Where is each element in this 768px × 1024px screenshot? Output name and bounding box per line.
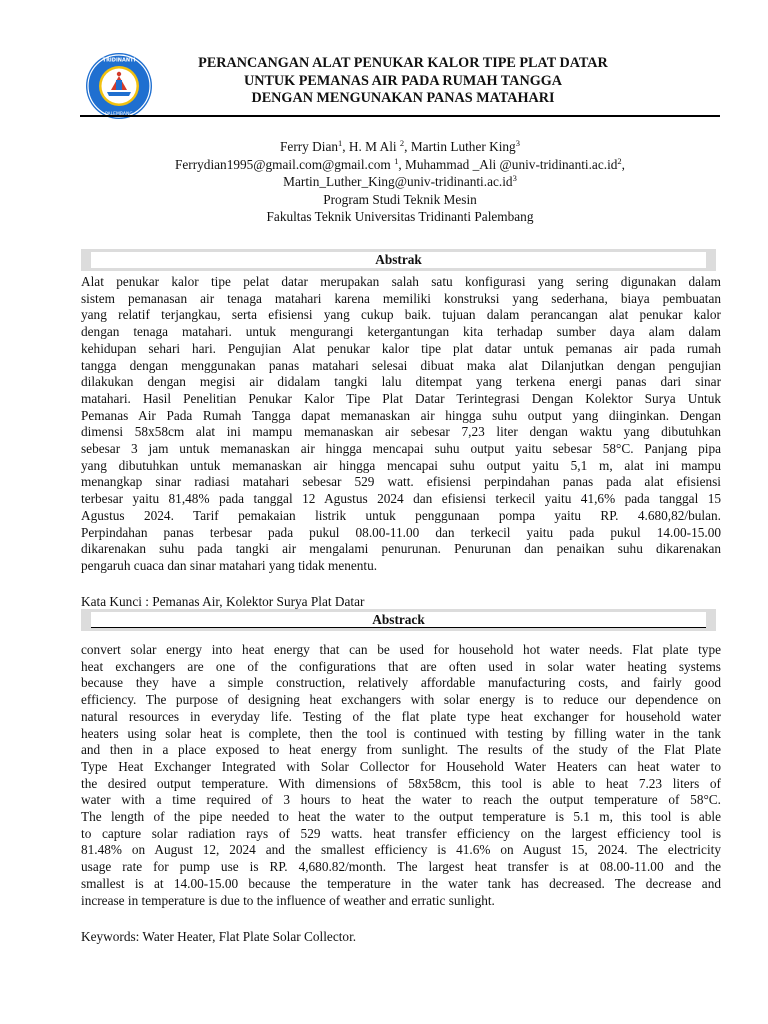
text-line: and then in a place exposed to heat energy from sunlight. The results of the study of the Flat Plate xyxy=(81,742,721,758)
keywords-id: Kata Kunci : Pemanas Air, Kolektor Surya Plat Datar xyxy=(81,594,365,609)
text-line: usage rate for pump use is RP. 4,680.82/month. The largest heat transfer is at 08.00-11.00 and the xyxy=(81,859,721,875)
text-line: water with a time required of 3 hours to heat the water to reach the output temperature of 58°C. xyxy=(81,792,721,808)
text-line: efficiency. The purpose of designing heat exchangers with solar energy is to reduce our dependence on xyxy=(81,692,721,708)
abstract-en-heading-box xyxy=(81,609,716,631)
text-line: 81.48% on August 12, 2024 and the smallest efficiency is 41.6% on August 15, 2024. The electricity xyxy=(81,842,721,858)
text-line: to capture solar radiation rays of 529 watts. heat transfer efficiency on the largest efficiency tool is xyxy=(81,825,721,841)
text-line: dikarenakan suhu pada tangki air mengalami penurunan. Penurunan dan penaikan suhu dikarenakan xyxy=(81,541,721,557)
text-line: terbesar yaitu 81,48% pada tanggal 12 Agustus 2024 dan efisiensi terkecil yaitu 41,6% pada tanggal 15 xyxy=(81,491,721,507)
text-line: heat exchangers are one of the configurations that are often used in solar water heating systems xyxy=(81,658,721,674)
paper-title xyxy=(160,55,646,108)
email-1[interactable]: Ferrydian1995@gmail.com@gmail.com xyxy=(175,156,395,172)
text-line: yang dibutuhkan untuk memanaskan air hingga mencapai suhu output yaitu 5,1 m, alat ini mampu xyxy=(81,457,721,473)
author-3: Martin Luther King xyxy=(410,139,516,154)
author-names: Ferry Dian$^1$, H. M Ali $^2$, Martin Luther King$^3$ xyxy=(280,138,520,154)
text-line: heaters using solar heat is complete, then the tool is continued with testing by filling water in the tank xyxy=(81,725,721,741)
text-line: The length of the pipe needed to heat the water to the output temperature is 5.1 m, this tool is able xyxy=(81,809,721,825)
text-line: the desired output temperature. With dimensions of 58x58cm, this tool is able to heat 7.23 liters of xyxy=(81,775,721,791)
text-line: pengaruh cuaca dan sinar matahari yang tidak menentu. xyxy=(81,557,378,573)
text-line: Pemanas Air Pada Rumah Tangga dapat memanaskan air hingga suhu output yang diinginkan. Dengan xyxy=(81,407,721,423)
university-seal-icon xyxy=(85,52,153,120)
text-line: increase in temperature is due to the influence of weather and erratic sunlight. xyxy=(81,892,495,908)
title-line: UNTUK PEMANAS AIR PADA RUMAH TANGGA xyxy=(243,72,563,89)
text-line: sistem pemanasan air tenaga matahari karena memiliki konstruksi yang sederhana, biaya pembuatan xyxy=(81,290,721,306)
text-line: matahari. Hasil Penelitian Penukar Kalor Tipe Plat Datar Terintegrasi Dengan Kolektor Surya Untuk xyxy=(81,390,721,406)
text-line: dengan tenaga matahari. untuk mengurangi ketergantungan kita terhadap sumber daya alam dalam xyxy=(81,324,721,340)
author-1: Ferry Dian xyxy=(280,139,339,154)
title-line: DENGAN MENGUNAKAN PANAS MATAHARI xyxy=(251,90,555,106)
text-line: Agustus 2024. Tarif pemakaian listrik untuk penggunaan pompa yaitu RP. 4.680,82/bulan. xyxy=(81,507,721,523)
text-line: sebesar 3 jam untuk memanaskan air hingga mencapai suhu output yaitu sebesar 58°C. Panjang pipa xyxy=(81,441,721,457)
author-2: H. M Ali xyxy=(348,139,400,154)
text-line: yang relatif terjangkau, serta efisiensi yang cukup baik. tujuan dalam perancangan alat penukar kalor xyxy=(81,307,721,323)
abstract-id-body xyxy=(81,274,721,575)
text-line: dilakukan dengan megisi air didalam tangki lalu ditempat yang terkena energi panas dari sinar xyxy=(81,374,721,390)
svg-text:PALEMBANG: PALEMBANG xyxy=(105,112,133,117)
author-block xyxy=(80,138,720,226)
author-emails: Ferrydian1995@gmail.com@gmail.com $^1$, Muhammad _Ali $@univ-tridinanti.ac.id^2$, xyxy=(175,155,625,172)
text-line: natural resources in everyday life. Testing of the flat plate type heat exchanger for household water xyxy=(81,708,721,724)
header-divider xyxy=(80,115,720,117)
email-2[interactable]: , Muhammad _Ali @univ-tridinanti.ac.id xyxy=(398,156,618,172)
text-line: tangga dengan menggunakan panas matahari selesai dibuat maka alat Dilanjutkan dengan pengujian xyxy=(81,357,721,373)
author-emails-2: $Martin\_Luther\_King@univ-tridinanti.ac.id^3$ xyxy=(283,173,517,189)
abstract-en-heading: Abstrack xyxy=(91,612,706,628)
svg-text:TRIDINANTI: TRIDINANTI xyxy=(102,57,136,64)
text-line: because they have a simple construction, relatively affordable manufacturing costs, and fairly good xyxy=(81,675,721,691)
faculty: Fakultas Teknik Universitas Tridinanti Palembang xyxy=(266,209,534,224)
text-line: menangkap sinar radiasi matahari sebesar 529 watt. efisiensi perpindahan panas pada alat efisiensi xyxy=(81,474,721,490)
title-line: PERANCANGAN ALAT PENUKAR KALOR TIPE PLAT DATAR xyxy=(198,55,608,71)
text-line: smallest is at 14.00-15.00 because the temperature in the water tank has decreased. The decrease and xyxy=(81,875,721,891)
abstract-en-body xyxy=(81,642,721,909)
text-line: Alat penukar kalor tipe pelat datar merupakan salah satu konfigurasi yang sering digunakan dalam xyxy=(81,274,721,289)
text-line: dimensi 58x58cm alat ini mampu memanaskan air sebesar 7,23 liter dengan waktu yang dibutuhkan xyxy=(81,424,721,440)
abstract-heading: Abstrak xyxy=(91,252,706,268)
text-line: convert solar energy into heat energy that can be used for household hot water needs. Flat plate type xyxy=(81,642,721,657)
text-line: kehidupan sehari hari. Pengujian Alat penukar kalor tipe plat datar untuk pemanas air pada rumah xyxy=(81,340,721,356)
text-line: Perpindahan panas terbesar pada pukul 08.00-11.00 dan terkecil yaitu pada pukul 14.00-15.00 xyxy=(81,524,721,540)
keywords-en: Keywords: Water Heater, Flat Plate Solar Collector. xyxy=(81,929,357,944)
study-program: Program Studi Teknik Mesin xyxy=(323,191,477,207)
abstract-heading-box xyxy=(81,249,716,271)
text-line: Type Heat Exchanger Integrated with Solar Collector for Household Water Heaters can heat water to xyxy=(81,758,721,774)
email-3[interactable]: Martin_Luther_King@univ-tridinanti.ac.id xyxy=(283,174,513,189)
